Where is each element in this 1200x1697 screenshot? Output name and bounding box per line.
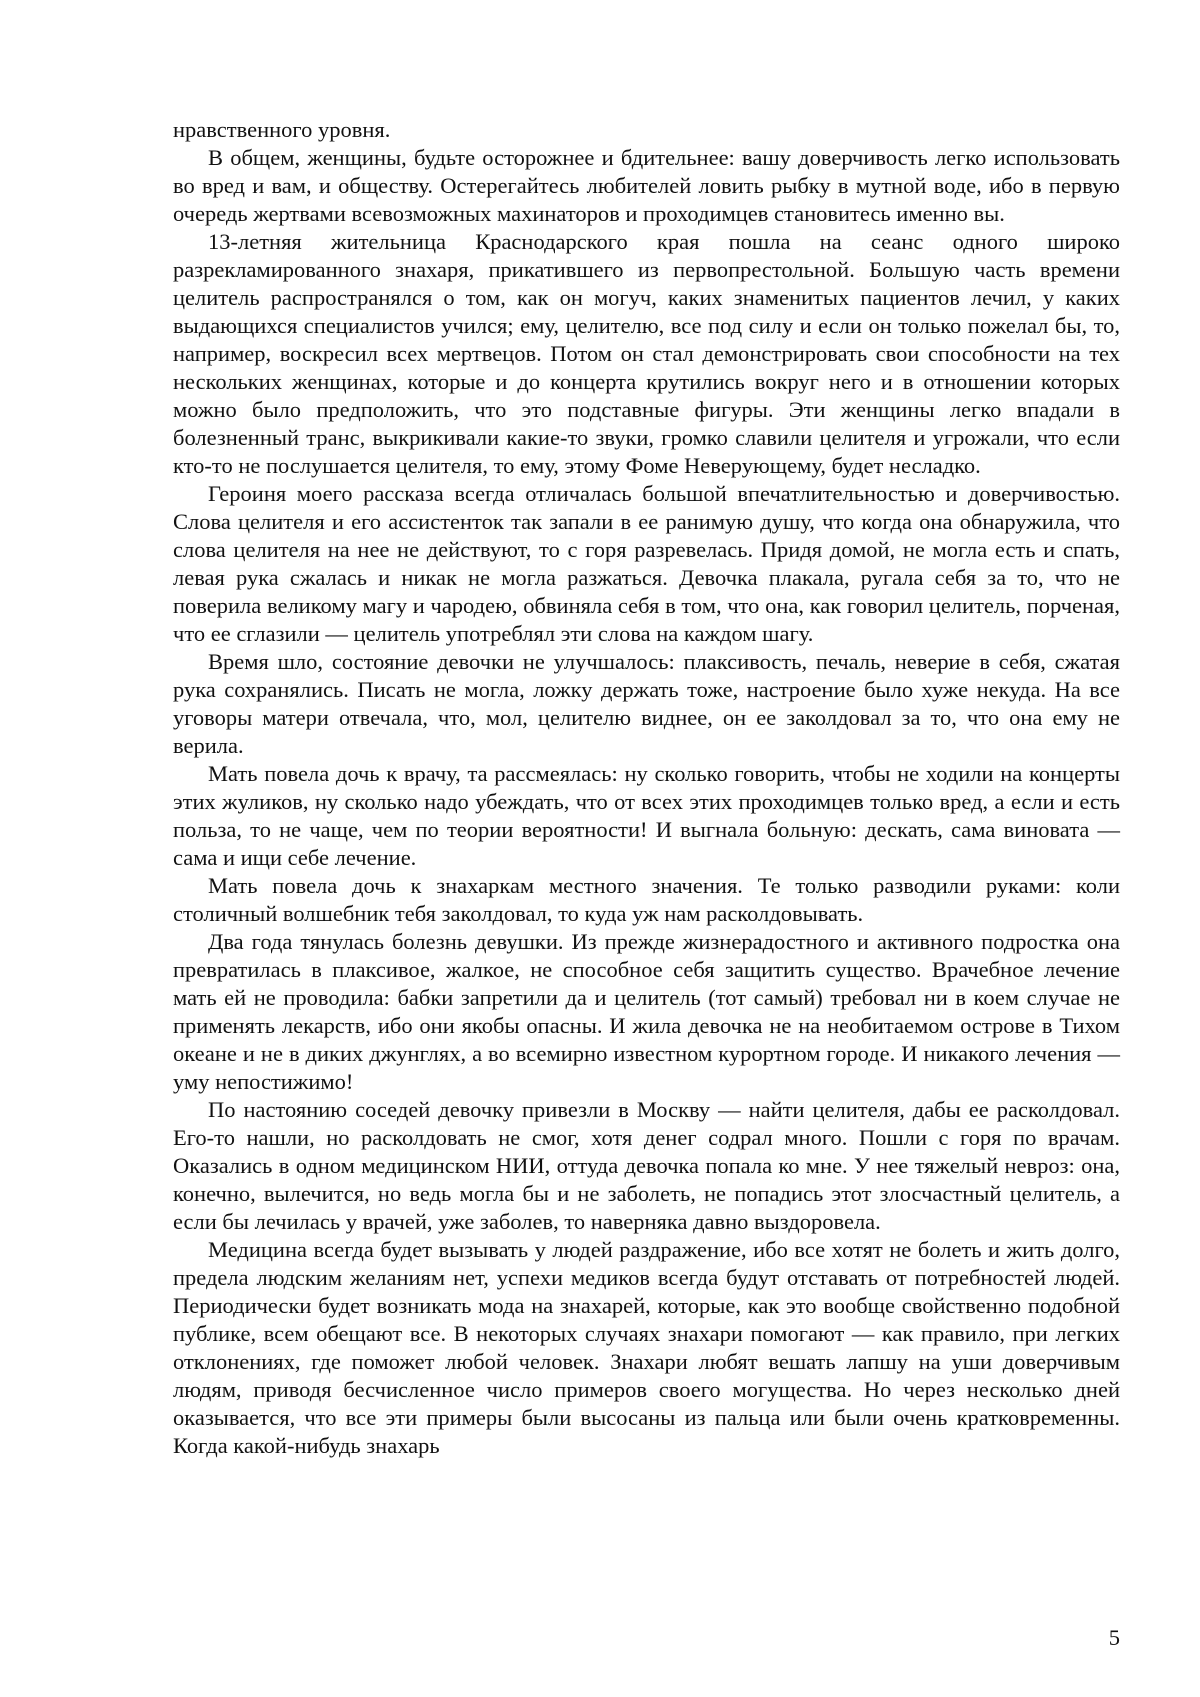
paragraph-last: Медицина всегда будет вызывать у людей раздражение, ибо все хотят не болеть и жить долго, предела людским желаниям нет, успехи медиков всегда будут отставать от потребностей людей. Периодически будет возникать мода на знахарей, которые, как это вообще свойственно подобной публике, всем обещают все. В некоторых случаях знахари помогают — как правило, при легких отклонениях, где поможет любой человек. Знахари любят вешать лапшу на уши доверчивым людям, приводя бесчисленное число примеров своего могущества. Но через несколько дней оказывается, что все эти примеры были высосаны из пальца или были очень кратковременны. Когда какой-нибудь знахарь [173,1237,1120,1458]
paragraph-continuation: нравственного уровня. [173,117,391,142]
paragraph: Время шло, состояние девочки не улучшалось: плаксивость, печаль, неверие в себя, сжатая рука сохранялись. Писать не могла, ложку держать тоже, настроение было хуже некуда. На все уговоры матери отвечала, что, мол, целителю виднее, он ее заколдовал за то, что она ему не верила. [173,649,1120,758]
page-text [173,116,1120,1460]
paragraph: В общем, женщины, будьте осторожнее и бдительнее: вашу доверчивость легко использовать во вред и вам, и обществу. Остерегайтесь любителей ловить рыбку в мутной воде, ибо в первую очередь жертвами всевозможных махинаторов и проходимцев становитесь именно вы. [173,145,1120,226]
paragraph: Два года тянулась болезнь девушки. Из прежде жизнерадостного и активного подростка она превратилась в плаксивое, жалкое, не способное себя защитить существо. Врачебное лечение мать ей не проводила: бабки запретили да и целитель (тот самый) требовал ни в коем случае не применять лекарств, ибо они якобы опасны. И жила девочка не на необитаемом острове в Тихом океане и не в диких джунглях, а во всемирно известном курортном городе. И никакого лечения — уму непостижимо! [173,929,1120,1094]
paragraph: 13-летняя жительница Краснодарского края пошла на сеанс одного широко разрекламированного знахаря, прикатившего из первопрестольной. Большую часть времени целитель распространялся о том, как он могуч, каких знаменитых пациентов лечил, у каких выдающихся специалистов учился; ему, целителю, все под силу и если он только пожелал бы, то, например, воскресил всех мертвецов. Потом он стал демонстрировать свои способности на тех нескольких женщинах, которые и до концерта крутились вокруг него и в отношении которых можно было предположить, что это подставные фигуры. Эти женщины легко впадали в болезненный транс, выкрикивали какие-то звуки, громко славили целителя и угрожали, что если кто-то не послушается целителя, то ему, этому Фоме Неверующему, будет несладко. [173,229,1120,478]
paragraph: Героиня моего рассказа всегда отличалась большой впечатлительностью и доверчивостью. Слова целителя и его ассистенток так запали в ее ранимую душу, что когда она обнаружила, что слова целителя на нее не действуют, то с горя разревелась. Придя домой, не могла есть и спать, левая рука сжалась и никак не могла разжаться. Девочка плакала, ругала себя за то, что не поверила великому магу и чародею, обвиняла себя в том, что она, как говорил целитель, порченая, что ее сглазили — целитель употреблял эти слова на каждом шагу. [173,481,1120,646]
page-number: 5 [1108,1625,1120,1650]
paragraph: Мать повела дочь к знахаркам местного значения. Те только разводили руками: коли столичный волшебник тебя заколдовал, то куда уж нам расколдовывать. [173,873,1120,926]
paragraph: По настоянию соседей девочку привезли в Москву — найти целителя, дабы ее расколдовал. Его-то нашли, но расколдовать не смог, хотя денег содрал много. Пошли с горя по врачам. Оказались в одном медицинском НИИ, оттуда девочка попала ко мне. У нее тяжелый невроз: она, конечно, вылечится, но ведь могла бы и не заболеть, не попадись этот злосчастный целитель, а если бы лечилась у врачей, уже заболев, то наверняка давно выздоровела. [173,1097,1120,1234]
paragraph: Мать повела дочь к врачу, та рассмеялась: ну сколько говорить, чтобы не ходили на концерты этих жуликов, ну сколько надо убеждать, что от всех этих проходимцев только вред, а если и есть польза, то не чаще, чем по теории вероятности! И выгнала больную: дескать, сама виновата — сама и ищи себе лечение. [173,761,1120,870]
